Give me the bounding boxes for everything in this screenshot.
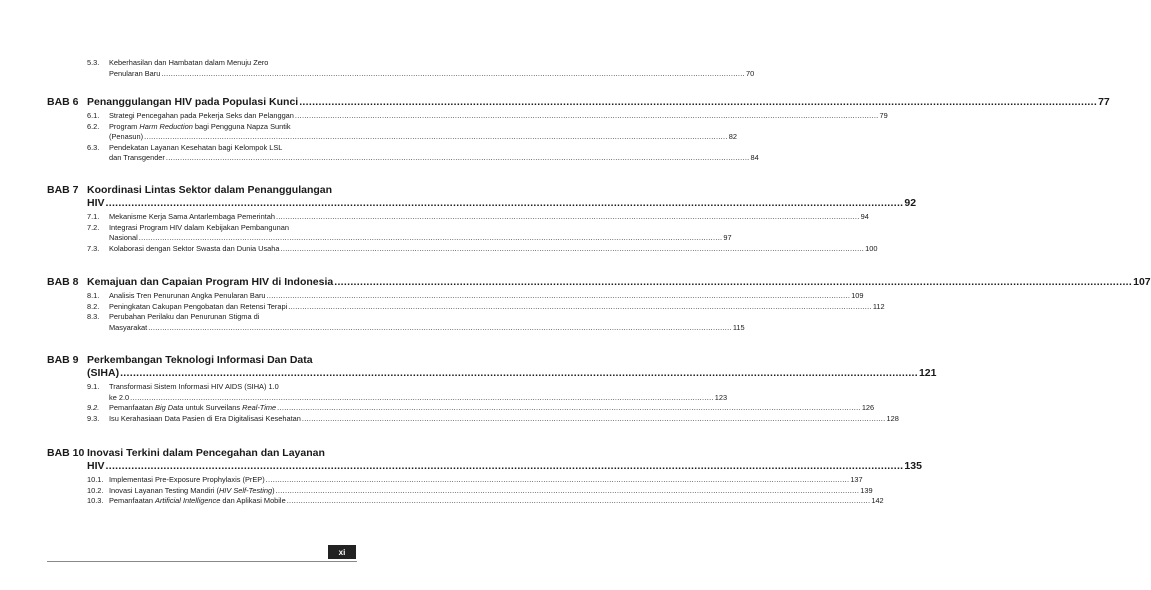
entry-title: Program Harm Reduction bagi Pengguna Napza Suntik bbox=[109, 121, 291, 131]
entry-number: 6.3. bbox=[87, 142, 100, 152]
entry-title: Pendekatan Layanan Kesehatan bagi Kelompok LSL bbox=[109, 142, 283, 152]
chapter-label: BAB 9 bbox=[47, 354, 79, 366]
chapter-page: 121 bbox=[918, 367, 937, 379]
chapter-bab-8 bbox=[47, 276, 1151, 333]
entry-page: 94 bbox=[860, 212, 869, 221]
entry-number: 10.3. bbox=[87, 496, 104, 506]
chapter-title: Perkembangan Teknologi Informasi Dan Data bbox=[87, 354, 313, 366]
entry-page: 142 bbox=[871, 496, 884, 506]
chapter-bab-10 bbox=[47, 447, 922, 507]
entry-title-cont: Masyarakat bbox=[109, 322, 148, 332]
chapter-heading[interactable] bbox=[47, 96, 1110, 109]
chapter-page: 135 bbox=[904, 460, 922, 472]
chapter-title: Penanggulangan HIV pada Populasi Kunci bbox=[87, 96, 299, 108]
entry-number: 8.3. bbox=[87, 312, 100, 322]
chapter-page: 77 bbox=[1098, 96, 1110, 108]
toc-entry-10-2[interactable] bbox=[87, 485, 873, 497]
entry-title: Perubahan Perilaku dan Penurunan Stigma di bbox=[109, 312, 260, 322]
footer-rule bbox=[47, 561, 357, 562]
toc-entry-7-3[interactable] bbox=[87, 243, 878, 255]
entry-page: 115 bbox=[732, 322, 745, 332]
entry-title: Strategi Pencegahan pada Pekerja Seks dan Pelanggan bbox=[109, 111, 294, 120]
entry-page: 128 bbox=[886, 413, 899, 423]
entry-number: 6.1. bbox=[87, 111, 100, 120]
entry-page: 97 bbox=[723, 233, 732, 243]
entry-number: 7.3. bbox=[87, 243, 100, 253]
entry-title-cont: (Penasun) bbox=[109, 132, 144, 142]
entry-page: 109 bbox=[851, 291, 864, 300]
entry-page: 84 bbox=[750, 153, 759, 163]
entry-page: 126 bbox=[861, 403, 875, 413]
entry-number: 9.2. bbox=[87, 403, 100, 413]
toc-entry-10-1[interactable] bbox=[87, 475, 863, 486]
chapter-heading[interactable] bbox=[47, 184, 917, 210]
chapter-title: Inovasi Terkini dalam Pencegahan dan Layanan bbox=[87, 447, 325, 459]
entry-number: 9.1. bbox=[87, 382, 100, 391]
entry-number: 8.2. bbox=[87, 301, 100, 311]
entry-page: 137 bbox=[850, 475, 863, 484]
entry-title-cont: Nasional bbox=[109, 233, 138, 243]
toc-entry-9-3[interactable] bbox=[87, 413, 899, 425]
toc-entry-9-1[interactable] bbox=[87, 382, 728, 403]
entry-number: 9.3. bbox=[87, 413, 100, 423]
toc-entry-6-3[interactable] bbox=[87, 142, 759, 164]
entry-title: Pemanfaatan Big Data untuk Surveilans Real-Time bbox=[109, 403, 277, 413]
toc-entry-8-2[interactable] bbox=[87, 301, 885, 313]
entry-number: 5.3. bbox=[87, 58, 100, 67]
entry-title: Pemanfaatan Artificial Intelligence dan Aplikasi Mobile bbox=[109, 496, 286, 506]
chapter-label: BAB 7 bbox=[47, 184, 79, 196]
entry-page: 70 bbox=[746, 68, 755, 78]
entry-title-cont: Penularan Baru bbox=[109, 68, 161, 78]
entry-page: 79 bbox=[879, 111, 888, 120]
entry-title: Mekanisme Kerja Sama Antarlembaga Pemerintah bbox=[109, 212, 275, 221]
entry-title: Transformasi Sistem Informasi HIV AIDS (SIHA) 1.0 bbox=[109, 382, 279, 391]
entry-page: 123 bbox=[714, 392, 728, 402]
chapter-bab-6 bbox=[47, 96, 1110, 164]
chapter-title-cont: (SIHA) bbox=[87, 367, 120, 379]
toc-entry-7-2[interactable] bbox=[87, 222, 732, 244]
chapter-label: BAB 6 bbox=[47, 96, 79, 108]
chapter-title-cont: HIV bbox=[87, 460, 105, 472]
toc-entry-9-2[interactable] bbox=[87, 403, 875, 414]
entry-title: Inovasi Layanan Testing Mandiri (HIV Self-Testing) bbox=[109, 485, 275, 495]
toc-entry-8-3[interactable] bbox=[87, 312, 745, 333]
entry-page: 139 bbox=[860, 485, 873, 495]
toc-entry-8-1[interactable] bbox=[87, 291, 864, 302]
chapter-page: 92 bbox=[904, 197, 917, 209]
chapter-heading[interactable] bbox=[47, 354, 937, 380]
chapter-label: BAB 10 bbox=[47, 447, 85, 459]
entry-number: 7.1. bbox=[87, 212, 100, 221]
entry-number: 10.2. bbox=[87, 485, 104, 495]
entry-title-cont: dan Transgender bbox=[109, 153, 165, 163]
chapter-bab-7 bbox=[47, 184, 917, 254]
entry-title: Isu Kerahasiaan Data Pasien di Era Digitalisasi Kesehatan bbox=[109, 413, 301, 423]
entry-title: Keberhasilan dan Hambatan dalam Menuju Zero bbox=[109, 58, 269, 67]
entry-number: 8.1. bbox=[87, 291, 100, 300]
chapter-heading[interactable] bbox=[47, 276, 1151, 289]
entry-number: 7.2. bbox=[87, 222, 100, 232]
entry-page: 112 bbox=[872, 301, 885, 311]
toc-entry-7-1[interactable] bbox=[87, 212, 869, 223]
entry-title: Peningkatan Cakupan Pengobatan dan Retensi Terapi bbox=[109, 301, 288, 311]
chapter-bab-9 bbox=[47, 354, 937, 424]
chapter-title-cont: HIV bbox=[87, 197, 105, 209]
chapter-page: 107 bbox=[1133, 276, 1151, 288]
entry-title: Kolaborasi dengan Sektor Swasta dan Dunia Usaha bbox=[109, 243, 280, 253]
entry-number: 6.2. bbox=[87, 121, 100, 131]
entry-title-cont: ke 2.0 bbox=[109, 392, 130, 402]
entry-title: Integrasi Program HIV dalam Kebijakan Pembangunan bbox=[109, 222, 289, 232]
entry-page: 82 bbox=[728, 132, 737, 142]
toc-entry-6-2[interactable] bbox=[87, 121, 737, 143]
entry-title: Analisis Tren Penurunan Angka Penularan Baru bbox=[109, 291, 266, 300]
entry-number: 10.1. bbox=[87, 475, 104, 484]
toc-entry-6-1[interactable] bbox=[87, 111, 888, 122]
toc-entry-10-3[interactable] bbox=[87, 496, 884, 507]
toc-entry-5-3[interactable] bbox=[87, 58, 755, 79]
page-number-badge: xi bbox=[328, 545, 356, 559]
chapter-title: Koordinasi Lintas Sektor dalam Penanggulangan bbox=[87, 184, 333, 196]
chapter-title: Kemajuan dan Capaian Program HIV di Indonesia bbox=[87, 276, 334, 288]
entry-title: Implementasi Pre-Exposure Prophylaxis (PrEP) bbox=[109, 475, 265, 484]
entry-page: 100 bbox=[865, 243, 878, 253]
chapter-heading[interactable] bbox=[47, 447, 922, 473]
chapter-label: BAB 8 bbox=[47, 276, 79, 288]
